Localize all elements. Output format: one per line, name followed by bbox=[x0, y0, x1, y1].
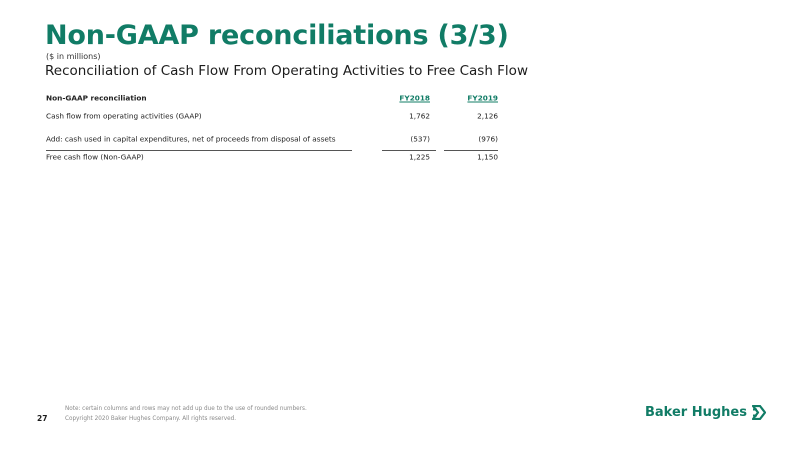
reconciliation-table bbox=[46, 92, 498, 164]
logo-text: Baker Hughes bbox=[645, 405, 747, 420]
company-logo bbox=[645, 405, 766, 420]
row-value-fy2018: 1,225 bbox=[409, 152, 430, 162]
row-value-fy2019: (976) bbox=[478, 134, 498, 144]
header-label: Non-GAAP reconciliation bbox=[46, 93, 147, 103]
slide-subtitle: Reconciliation of Cash Flow From Operating Activities to Free Cash Flow bbox=[45, 63, 528, 79]
units-note: ($ in millions) bbox=[46, 52, 101, 61]
table-row bbox=[46, 128, 498, 150]
header-fy2018: FY2018 bbox=[399, 93, 430, 103]
copyright-text: Copyright 2020 Baker Hughes Company. All rights reserved. bbox=[65, 416, 237, 422]
header-fy2019: FY2019 bbox=[467, 93, 498, 103]
baker-hughes-chevron-icon bbox=[752, 405, 766, 420]
row-value-fy2018: 1,762 bbox=[409, 111, 430, 121]
row-label: Free cash flow (Non-GAAP) bbox=[46, 152, 144, 162]
page-number: 27 bbox=[37, 414, 48, 423]
slide-title: Non-GAAP reconciliations (3/3) bbox=[45, 20, 509, 51]
table-header-row bbox=[46, 92, 498, 104]
row-value-fy2019: 2,126 bbox=[477, 111, 498, 121]
row-label: Cash flow from operating activities (GAAP) bbox=[46, 111, 202, 121]
table-row bbox=[46, 104, 498, 128]
row-value-fy2018: (537) bbox=[410, 134, 430, 144]
rounding-note: Note: certain columns and rows may not add up due to the use of rounded numbers. bbox=[65, 406, 307, 412]
row-value-fy2019: 1,150 bbox=[477, 152, 498, 162]
row-label: Add: cash used in capital expenditures, net of proceeds from disposal of assets bbox=[46, 134, 336, 144]
table-row-total bbox=[46, 150, 498, 164]
